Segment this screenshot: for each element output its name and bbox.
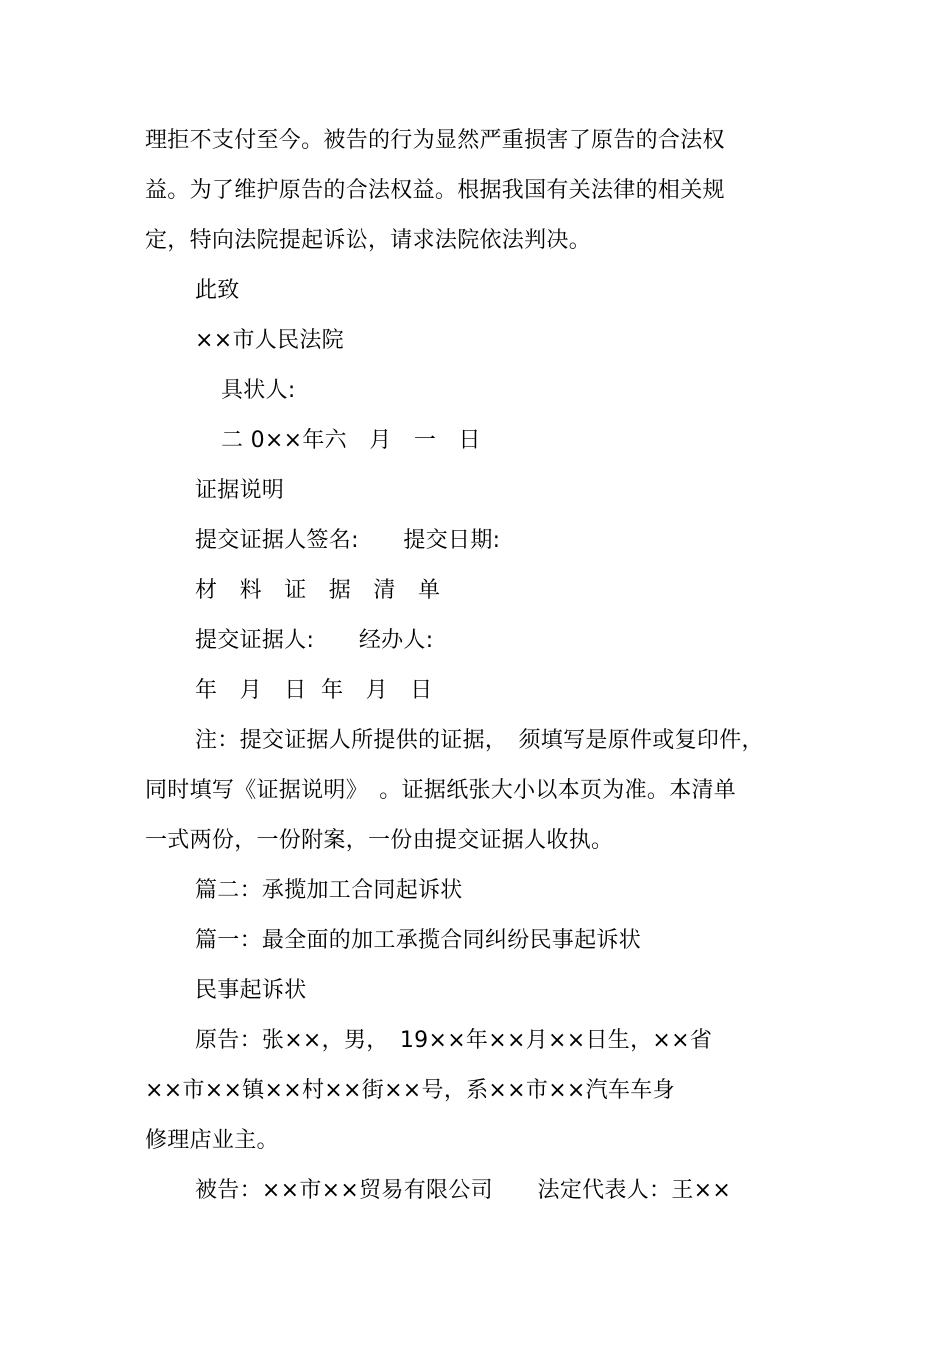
evidence-signature-line: 提交证据人签名: 提交日期: — [195, 528, 501, 553]
paragraph-line: 益。为了维护原告的合法权益。根据我国有关法律的相关规 — [145, 178, 725, 203]
submitter-handler-line: 提交证据人: 经办人: — [195, 628, 434, 653]
document-title: 民事起诉状 — [195, 978, 307, 1003]
section-title: 篇二：承揽加工合同起诉状 — [195, 878, 463, 903]
paragraph-line: 定，特向法院提起诉讼，请求法院依法判决。 — [145, 228, 592, 253]
signer-label: 具状人: — [221, 378, 296, 403]
court-name: ××市人民法院 — [195, 328, 344, 353]
date-fields-line: 年 月 日 年 月 日 — [195, 678, 433, 703]
note-line: 注：提交证据人所提供的证据， 须填写是原件或复印件， — [195, 728, 764, 753]
plaintiff-line: 原告：张××，男， 19××年××月××日生，××省 — [195, 1028, 713, 1053]
evidence-list-title: 材 料 证 据 清 单 — [195, 578, 441, 603]
paragraph-line: 理拒不支付至今。被告的行为显然严重损害了原告的合法权 — [145, 128, 725, 153]
plaintiff-line: 修理店业主。 — [145, 1128, 279, 1153]
date-line: 二 0××年六 月 一 日 — [221, 428, 481, 453]
plaintiff-line: ××市××镇××村××街××号，系××市××汽车车身 — [145, 1078, 675, 1103]
note-line: 一式两份，一份附案，一份由提交证据人收执。 — [145, 828, 614, 853]
note-line: 同时填写《证据说明》 。证据纸张大小以本页为准。本清单 — [145, 778, 737, 803]
section-title: 篇一：最全面的加工承揽合同纠纷民事起诉状 — [195, 928, 642, 953]
salutation: 此致 — [195, 278, 240, 303]
defendant-line: 被告：××市××贸易有限公司 法定代表人：王×× — [195, 1178, 732, 1203]
section-heading-evidence: 证据说明 — [195, 478, 285, 503]
